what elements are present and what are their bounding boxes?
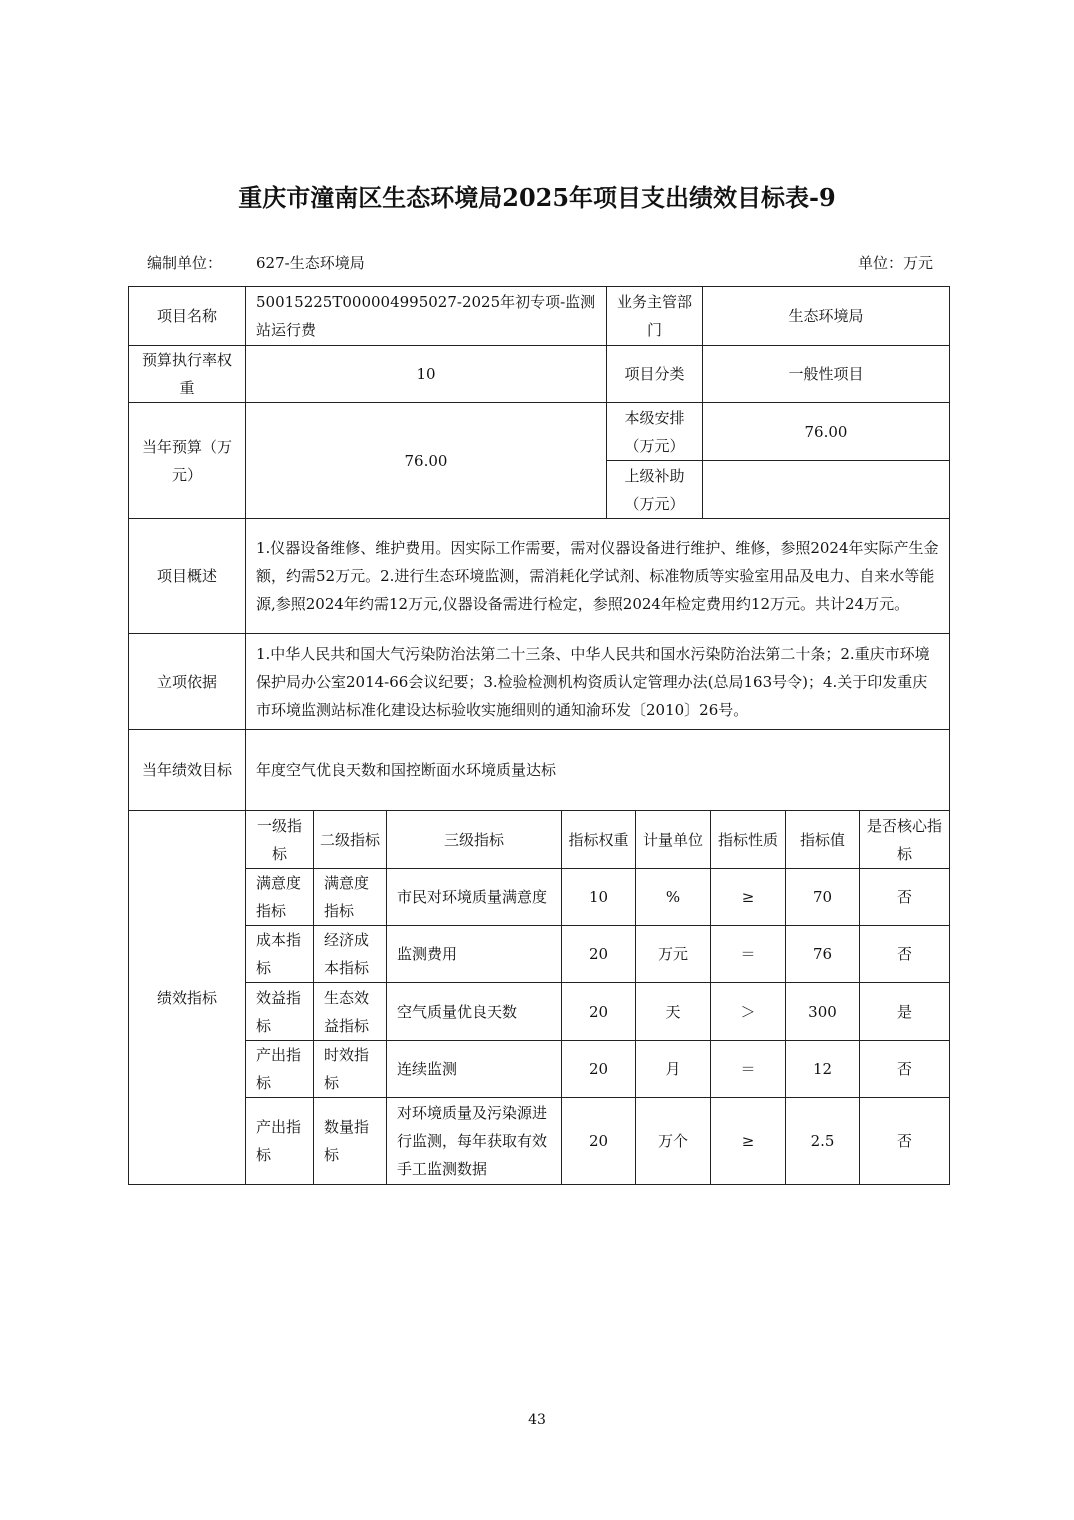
level2: 经济成本指标 [314,926,387,983]
level3: 监测费用 [387,926,562,983]
table-row [129,926,950,983]
goal-label: 当年绩效目标 [129,730,246,811]
core: 否 [860,1041,950,1098]
project-name-label: 项目名称 [129,287,246,346]
level1: 产出指标 [246,1041,314,1098]
category: 一般性项目 [703,346,950,403]
table-row [129,983,950,1041]
level1: 成本指标 [246,926,314,983]
level3: 连续监测 [387,1041,562,1098]
level2: 时效指标 [314,1041,387,1098]
weight: 20 [562,1098,636,1185]
unit: 万元 [636,926,711,983]
header-cell: 指标权重 [562,811,636,869]
core: 否 [860,869,950,926]
unit-label: 单位：万元 [858,254,934,272]
upper [703,461,950,519]
header-cell: 二级指标 [314,811,387,869]
header-cell: 三级指标 [387,811,562,869]
project-name: 50015225T000004995027-2025年初专项-监测站运行费 [246,287,607,346]
table-row [129,1041,950,1098]
level1: 满意度指标 [246,869,314,926]
upper-label: 上级补助（万元） [607,461,703,519]
header-cell: 一级指标 [246,811,314,869]
dept: 生态环境局 [703,287,950,346]
header-cell: 指标值 [786,811,860,869]
level2: 满意度指标 [314,869,387,926]
goal: 年度空气优良天数和国控断面水环境质量达标 [246,730,950,811]
exec-weight: 10 [246,346,607,403]
value: 70 [786,869,860,926]
header-cell: 指标性质 [711,811,786,869]
nature: ＝ [711,1041,786,1098]
level2: 数量指标 [314,1098,387,1185]
level3: 市民对环境质量满意度 [387,869,562,926]
nature: ≥ [711,1098,786,1185]
nature: ＝ [711,926,786,983]
value: 300 [786,983,860,1041]
org-value: 627-生态环境局 [256,254,365,272]
basis-label: 立项依据 [129,634,246,730]
exec-weight-label: 预算执行率权重 [129,346,246,403]
local: 76.00 [703,403,950,461]
unit: % [636,869,711,926]
unit: 天 [636,983,711,1041]
core: 否 [860,1098,950,1185]
dept-label: 业务主管部门 [607,287,703,346]
level3: 对环境质量及污染源进行监测，每年获取有效手工监测数据 [387,1098,562,1185]
value: 76 [786,926,860,983]
unit: 万个 [636,1098,711,1185]
core: 否 [860,926,950,983]
basis: 1.中华人民共和国大气污染防治法第二十三条、中华人民共和国水污染防治法第二十条；2.重庆市环境保护局办公室2014-66会议纪要；3.检验检测机构资质认定管理办法(总局163号令)；4.关于印发重庆市环境监测站标准化建设达标验收实施细则的通知渝环发〔2010〕26号。 [246,634,950,730]
value: 2.5 [786,1098,860,1185]
category-label: 项目分类 [607,346,703,403]
org-label: 编制单位： [147,254,223,272]
table-row [129,869,950,926]
budget: 76.00 [246,403,607,519]
unit: 月 [636,1041,711,1098]
page-number: 43 [528,1412,546,1428]
page-title: 重庆市潼南区生态环境局2025年项目支出绩效目标表-9 [238,183,836,212]
indicators-label: 绩效指标 [129,811,246,1185]
header-cell: 计量单位 [636,811,711,869]
summary: 1.仪器设备维修、维护费用。因实际工作需要，需对仪器设备进行维护、维修，参照2024年实际产生金额，约需52万元。2.进行生态环境监测，需消耗化学试剂、标准物质等实验室用品及电力、自来水等能源,参照2024年约需12万元,仪器设备需进行检定，参照2024年检定费用约12万元。共计24万元。 [246,519,950,634]
nature: ≥ [711,869,786,926]
weight: 20 [562,1041,636,1098]
nature: ＞ [711,983,786,1041]
core: 是 [860,983,950,1041]
budget-label: 当年预算（万元） [129,403,246,519]
table-row [129,1098,950,1185]
value: 12 [786,1041,860,1098]
level1: 效益指标 [246,983,314,1041]
local-label: 本级安排（万元） [607,403,703,461]
project-info-table [128,286,950,811]
level2: 生态效益指标 [314,983,387,1041]
header-cell: 是否核心指标 [860,811,950,869]
summary-label: 项目概述 [129,519,246,634]
weight: 20 [562,983,636,1041]
weight: 20 [562,926,636,983]
level1: 产出指标 [246,1098,314,1185]
indicator-table [128,810,950,1185]
weight: 10 [562,869,636,926]
level3: 空气质量优良天数 [387,983,562,1041]
